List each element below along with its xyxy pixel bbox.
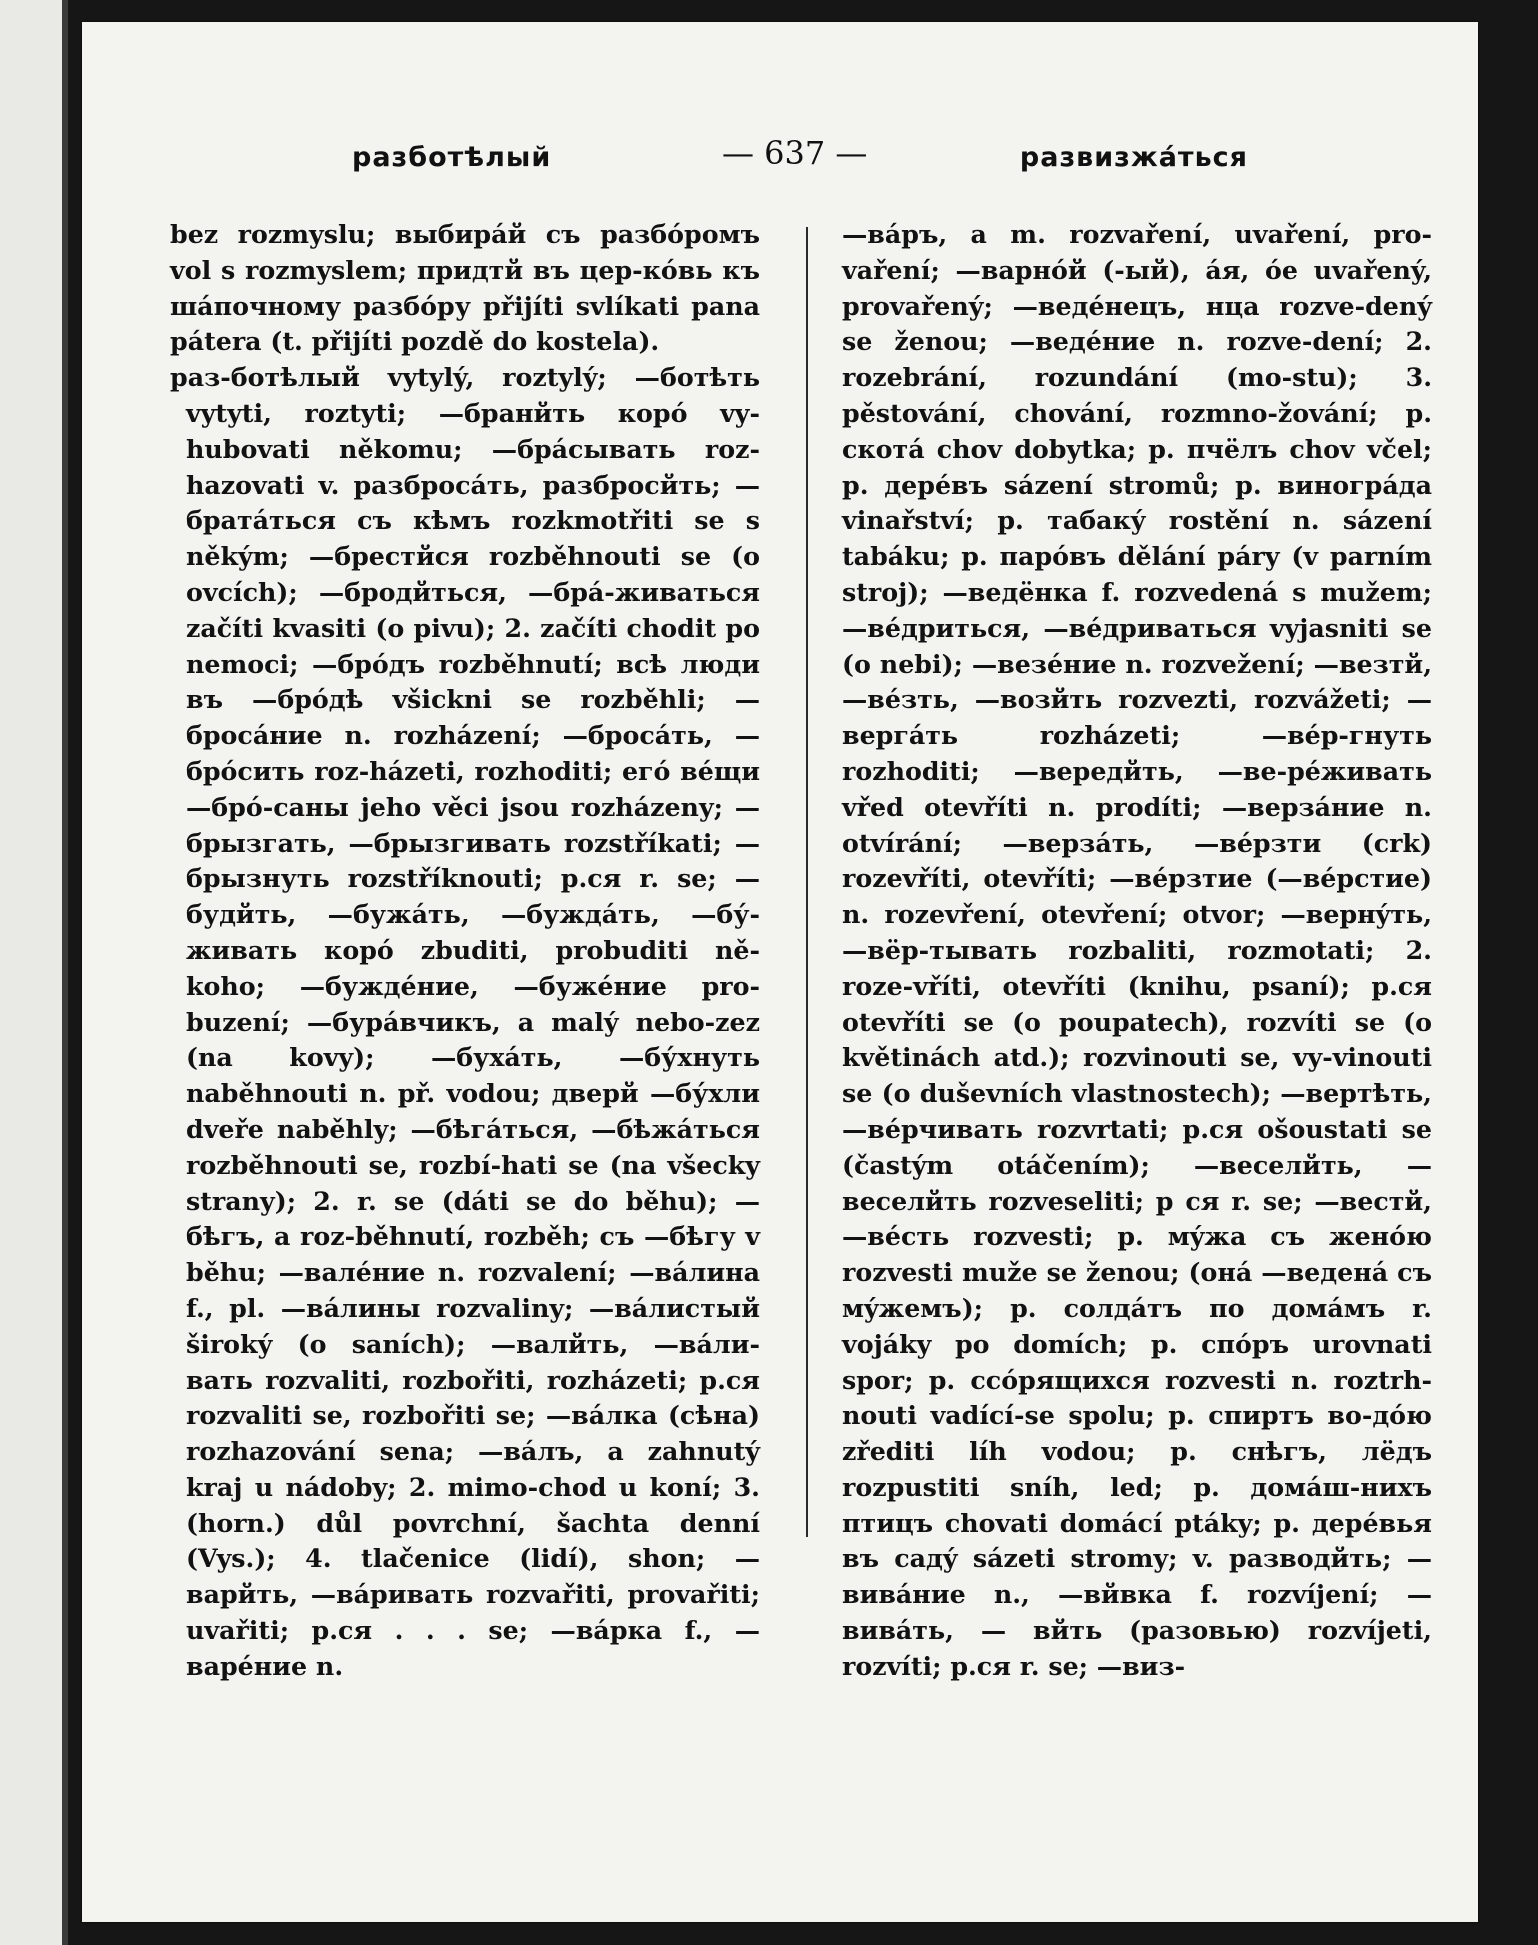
column-divider [806,227,808,1537]
header-first-entry: разботѣлый [352,142,552,173]
dictionary-entry: раз-ботѣлый vytylý, roztylý; —ботѣть vytyti, roztyti; —бранйть корó vy-hubovati někomu; —брáсывать roz-hazovati v. разбросáть, разбросйть; —братáться съ кѣмъ rozkmotřiti se s někým; —брестйся rozběhnouti se (o ovcích); —бродйться, —брá-живаться začíti kvasiti (o pivu); 2. začíti chodit po nemoci; —брóдъ rozběhnutí; всѣ люди въ —брóдѣ všickni se rozběhli; —бросáние n. rozházení; —бросáть, —брóсить roz-házeti, rozhoditi; егó вéщи —брó-саны jeho věci jsou rozházeny; —брызгать, —брызгивать rozstříkati; —брызнуть rozstříknouti; р.ся r. se; —будйть, —бужáть, —буждáть, —бу́-живать корó zbuditi, probuditi ně-koho; —буждéние, —бужéние pro-buzení; —бурáвчикъ, a malý nebo-zez (na kovy); —бухáть, —бу́хнуть naběhnouti n. př. vodou; дверй —бу́хли dveře naběhly; —бѣгáться, —бѣжáться rozběhnouti se, rozbí-hati se (na všecky strany); 2. r. se (dáti se do běhu); —бѣгъ, a roz-běhnutí, rozběh; съ —бѣгу v běhu; —валéние n. rozvalení; —вáлина f., pl. —вáлины rozvaliny; —вáлистый široký (o saních); —валйть, —вáли-вать rozvaliti, rozbořiti, rozházeti; р.ся rozvaliti se, rozbořiti se; —вáлка (сѣна) rozhazování sena; —вáлъ, a zahnutý kraj u nádoby; 2. mimo-chod u koní; 3. (horn.) důl povrchní, šachta denní (Vys.); 4. tlačenice (lidí), shon; —варйть, —вáривать rozvařiti, provařiti; uvařiti; р.ся . . . se; —вáрка f., —варéние n. [170,362,760,1681]
book-spine [62,0,68,1945]
dictionary-entry: —вáръ, a m. rozvaření, uvaření, pro-vaření; —варнóй (-ый), áя, óе uvařený, provařený; —ведéнецъ, нца rozve-dený se ženou; —ведéние n. rozve-dení; 2. rozebrání, rozundání (mo-stu); 3. pěstování, chování, rozmno-žování; р. скотá chov dobytka; р. пчёлъ chov včel; р. дерéвъ sázení stromů; р. виногрáда vinařství; р. табакý rostění n. sázení tabáku; р. парóвъ dělání páry (v parním stroj); —ведёнка f. rozvedená s mužem; —вéдриться, —вéдриваться vyjasniti se (o nebi); —везéние n. rozvežení; —везтй, —вéзть, —возйть rozvezti, rozvážeti; —вергáть rozházeti; —вéр-гнуть rozhoditi; —вередйть, —ве-рéживать vřed otevříti n. prodíti; —верзáние n. otvírání; —верзáть, —вéрзти (crk) rozevříti, otevříti; —вéрзтие (—вéрстие) n. rozevření, otevření; otvor; —вернýть, —вёр-тывать rozbaliti, rozmotati; 2. roze-vříti, otevříti (knihu, psaní); р.ся otevříti se (o poupatech), rozvíti se (o květinách atd.); rozvinouti se, vy-vinouti se (o duševních vlastnostech); —вертѣть, —вéрчивать rozvrtati; р.ся ošoustati se (častým otáčením); —веселйть, —веселйть rozveseliti; р ся r. se; —вестй, —вéсть rozvesti; р. мýжа съ женóю rozvesti muže se ženou; (онá —веденá съ мýжемъ); р. солдáтъ по домáмъ r. vojáky po domích; р. спóръ urovnati spor; р. ссóрящихся rozvesti n. roztrh-nouti vadící-se spolu; р. спиртъ во-дóю zřediti líh vodou; р. снѣгъ, лёдъ rozpustiti sníh, led; р. домáш-нихъ птицъ chovati domácí ptáky; р. дерéвья въ садý sázeti stromy; v. разводйть; —вивáние n., —вйвка f. rozvíjení; —вивáть, — вйть (разовью) rozvíjeti, rozvíti; р.ся r. se; —виз- [842,219,1432,1681]
dictionary-page [82,22,1478,1922]
continuation-paragraph: bez rozmyslu; выбирáй съ разбóромъ vol s rozmyslem; придтй въ цер-кóвь къ шáпочному разбóру přijíti svlíkati pana pátera (t. přijíti pozdě do kostela). [170,219,760,357]
left-column [170,217,760,1685]
previous-page-edge [0,0,68,1945]
right-column [842,217,1432,1685]
header-last-entry: развизжáться [1019,142,1248,173]
page-header [82,134,1478,192]
page-number: — 637 — [722,134,868,172]
